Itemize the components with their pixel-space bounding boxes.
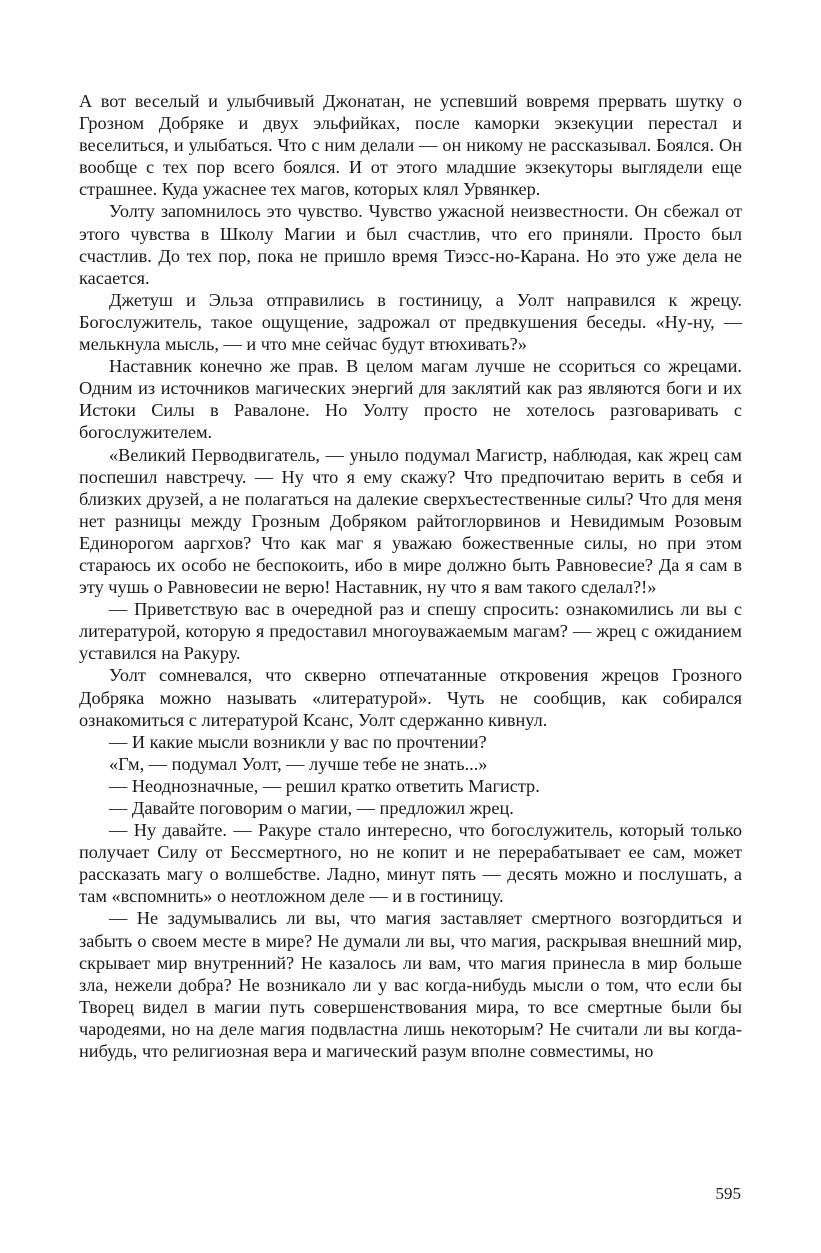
paragraph: Наставник конечно же прав. В целом магам лучше не ссориться со жрецами. Одним из источников магических энергий для заклятий как раз являются боги и их Истоки Силы в Равалоне. Но Уолту просто не хотелось разговаривать с богослужителем. (79, 356, 742, 443)
paragraph: А вот веселый и улыбчивый Джонатан, не успевший вовремя прервать шутку о Грозном Добряке и двух эльфийках, после каморки экзекуции перестал и веселиться, и улыбаться. Что с ним делали — он никому не рассказывал. Боялся. Он вообще с тех пор всего боялся. И от этого младшие экзекуторы выглядели еще страшнее. Куда ужаснее тех магов, которых клял Урвянкер. (79, 91, 742, 200)
paragraph: «Великий Перводвигатель, — уныло подумал Магистр, наблюдая, как жрец сам поспешил навстречу. — Ну что я ему скажу? Что предпочитаю верить в себя и близких друзей, а не полагаться на далекие сверхъестественные силы? Что для меня нет разницы между Грозным Добряком райтоглорвинов и Невидимым Розовым Единорогом ааргхов? Что как маг я уважаю божественные силы, но при этом стараюсь их особо не беспокоить, ибо в мире должно быть Равновесие? Да я сам в эту чушь о Равновесии не верю! Наставник, ну что я вам такого сделал?!» (79, 444, 742, 598)
paragraph: — Не задумывались ли вы, что магия заставляет смертного возгордиться и забыть о своем месте в мире? Не думали ли вы, что магия, раскрывая внешний мир, скрывает мир внутренний? Не казалось ли вам, что магия принесла в мир больше зла, нежели добра? Не возникало ли у вас когда-нибудь мысли о том, что если бы Творец видел в магии путь совершенствования мира, то все смертные были бы чародеями, но на деле магия подвластна лишь некоторым? Не считали ли вы когда-нибудь, что религиозная вера и магический разум вполне совместимы, но (79, 908, 742, 1062)
paragraph: — Ну давайте. — Ракуре стало интересно, что богослужитель, который только получает Силу от Бессмертного, но не копит и не перерабатывает ее сам, может рассказать магу о волшебстве. Ладно, минут пять — десять можно и послушать, а там «вспомнить» о неотложном деле — и в гостиницу. (79, 820, 742, 907)
paragraph: Уолту запомнилось это чувство. Чувство ужасной неизвестности. Он сбежал от этого чувства в Школу Магии и был счастлив, что его приняли. Просто был счастлив. До тех пор, пока не пришло время Тиэсс-но-Карана. Но это уже дела не касается. (79, 201, 742, 288)
paragraph: Уолт сомневался, что скверно отпечатанные откровения жрецов Грозного Добряка можно называть «литературой». Чуть не сообщив, как собирался ознакомиться с литературой Ксанс, Уолт сдержанно кивнул. (79, 665, 742, 730)
paragraph: — Неоднозначные, — решил кратко ответить Магистр. (109, 775, 540, 796)
paragraph: — Давайте поговорим о магии, — предложил жрец. (109, 798, 514, 818)
page-body (79, 90, 742, 1062)
paragraph: «Гм, — подумал Уолт, — лучше тебе не знать...» (109, 753, 488, 774)
paragraph: Джетуш и Эльза отправились в гостиницу, а Уолт направился к жрецу. Богослужитель, такое ощущение, задрожал от предвкушения беседы. «Ну-ну, — мелькнула мысль, — и что мне сейчас будут втюхивать?» (79, 289, 742, 355)
paragraph: — Приветствую вас в очередной раз и спешу спросить: ознакомились ли вы с литературой, которую я предоставил многоуважаемым магам? — жрец с ожиданием уставился на Ракуру. (79, 599, 742, 664)
page-number: 595 (715, 1184, 741, 1203)
paragraph: — И какие мысли возникли у вас по прочтении? (109, 731, 487, 752)
